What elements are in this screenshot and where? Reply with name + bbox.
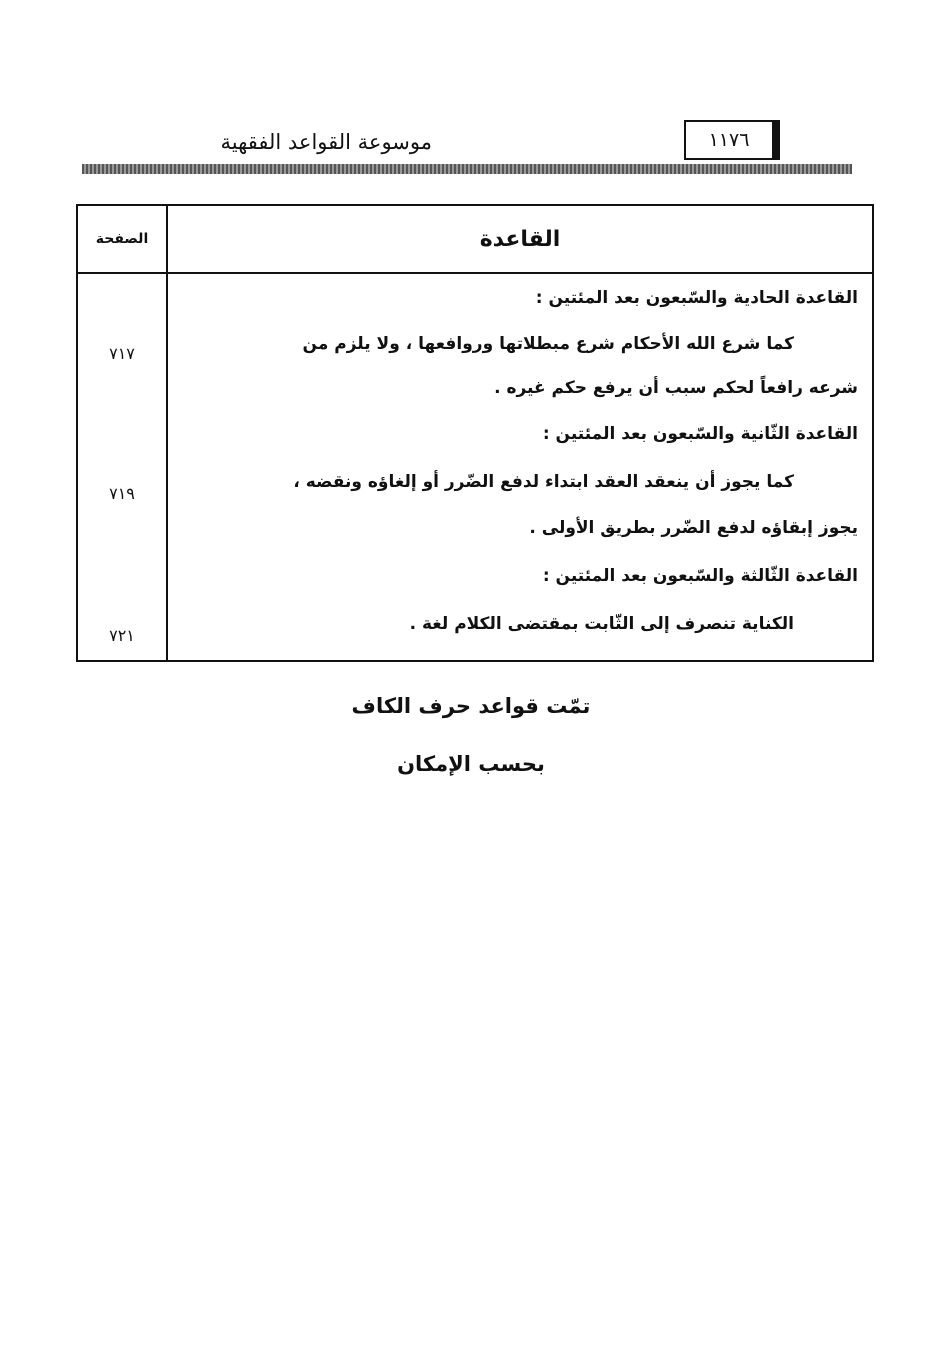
closing-line-2: بحسب الإمكان [397, 752, 545, 776]
book-title: موسوعة القواعد الفقهية [220, 130, 432, 154]
page-ref-271: ٧١٧ [109, 344, 135, 363]
rule-text-line: الكناية تنصرف إلى الثّابت بمقتضى الكلام لغة . [409, 614, 794, 634]
rule-text-line: يجوز إبقاؤه لدفع الضّرر بطريق الأولى . [529, 518, 858, 538]
rule-column-header: القاعدة [167, 205, 873, 273]
page-column [77, 273, 167, 661]
rule-text-line: شرعه رافعاً لحكم سبب أن يرفع حكم غيره . [494, 378, 858, 398]
closing-line-1: تمّت قواعد حرف الكاف [351, 694, 591, 718]
page-number: ١١٧٦ [684, 120, 780, 160]
page-ref-272: ٧١٩ [109, 484, 135, 503]
page-ref-273: ٧٢١ [109, 626, 135, 645]
rule-heading-272: القاعدة الثّانية والسّبعون بعد المئتين : [542, 424, 858, 444]
page-header [82, 118, 852, 178]
rule-text-line: كما يجوز أن ينعقد العقد ابتداء لدفع الضّرر أو إلغاؤه ونقضه ، [293, 472, 794, 492]
rules-index-table [76, 204, 874, 662]
page-column-header: الصفحة [77, 205, 167, 273]
header-divider [82, 164, 852, 174]
rule-text-line: كما شرع الله الأحكام شرع مبطلاتها وروافعها ، ولا يلزم من [302, 334, 794, 354]
rule-heading-271: القاعدة الحادية والسّبعون بعد المئتين : [535, 288, 858, 308]
rule-column [167, 273, 873, 661]
rule-heading-273: القاعدة الثّالثة والسّبعون بعد المئتين : [542, 566, 858, 586]
